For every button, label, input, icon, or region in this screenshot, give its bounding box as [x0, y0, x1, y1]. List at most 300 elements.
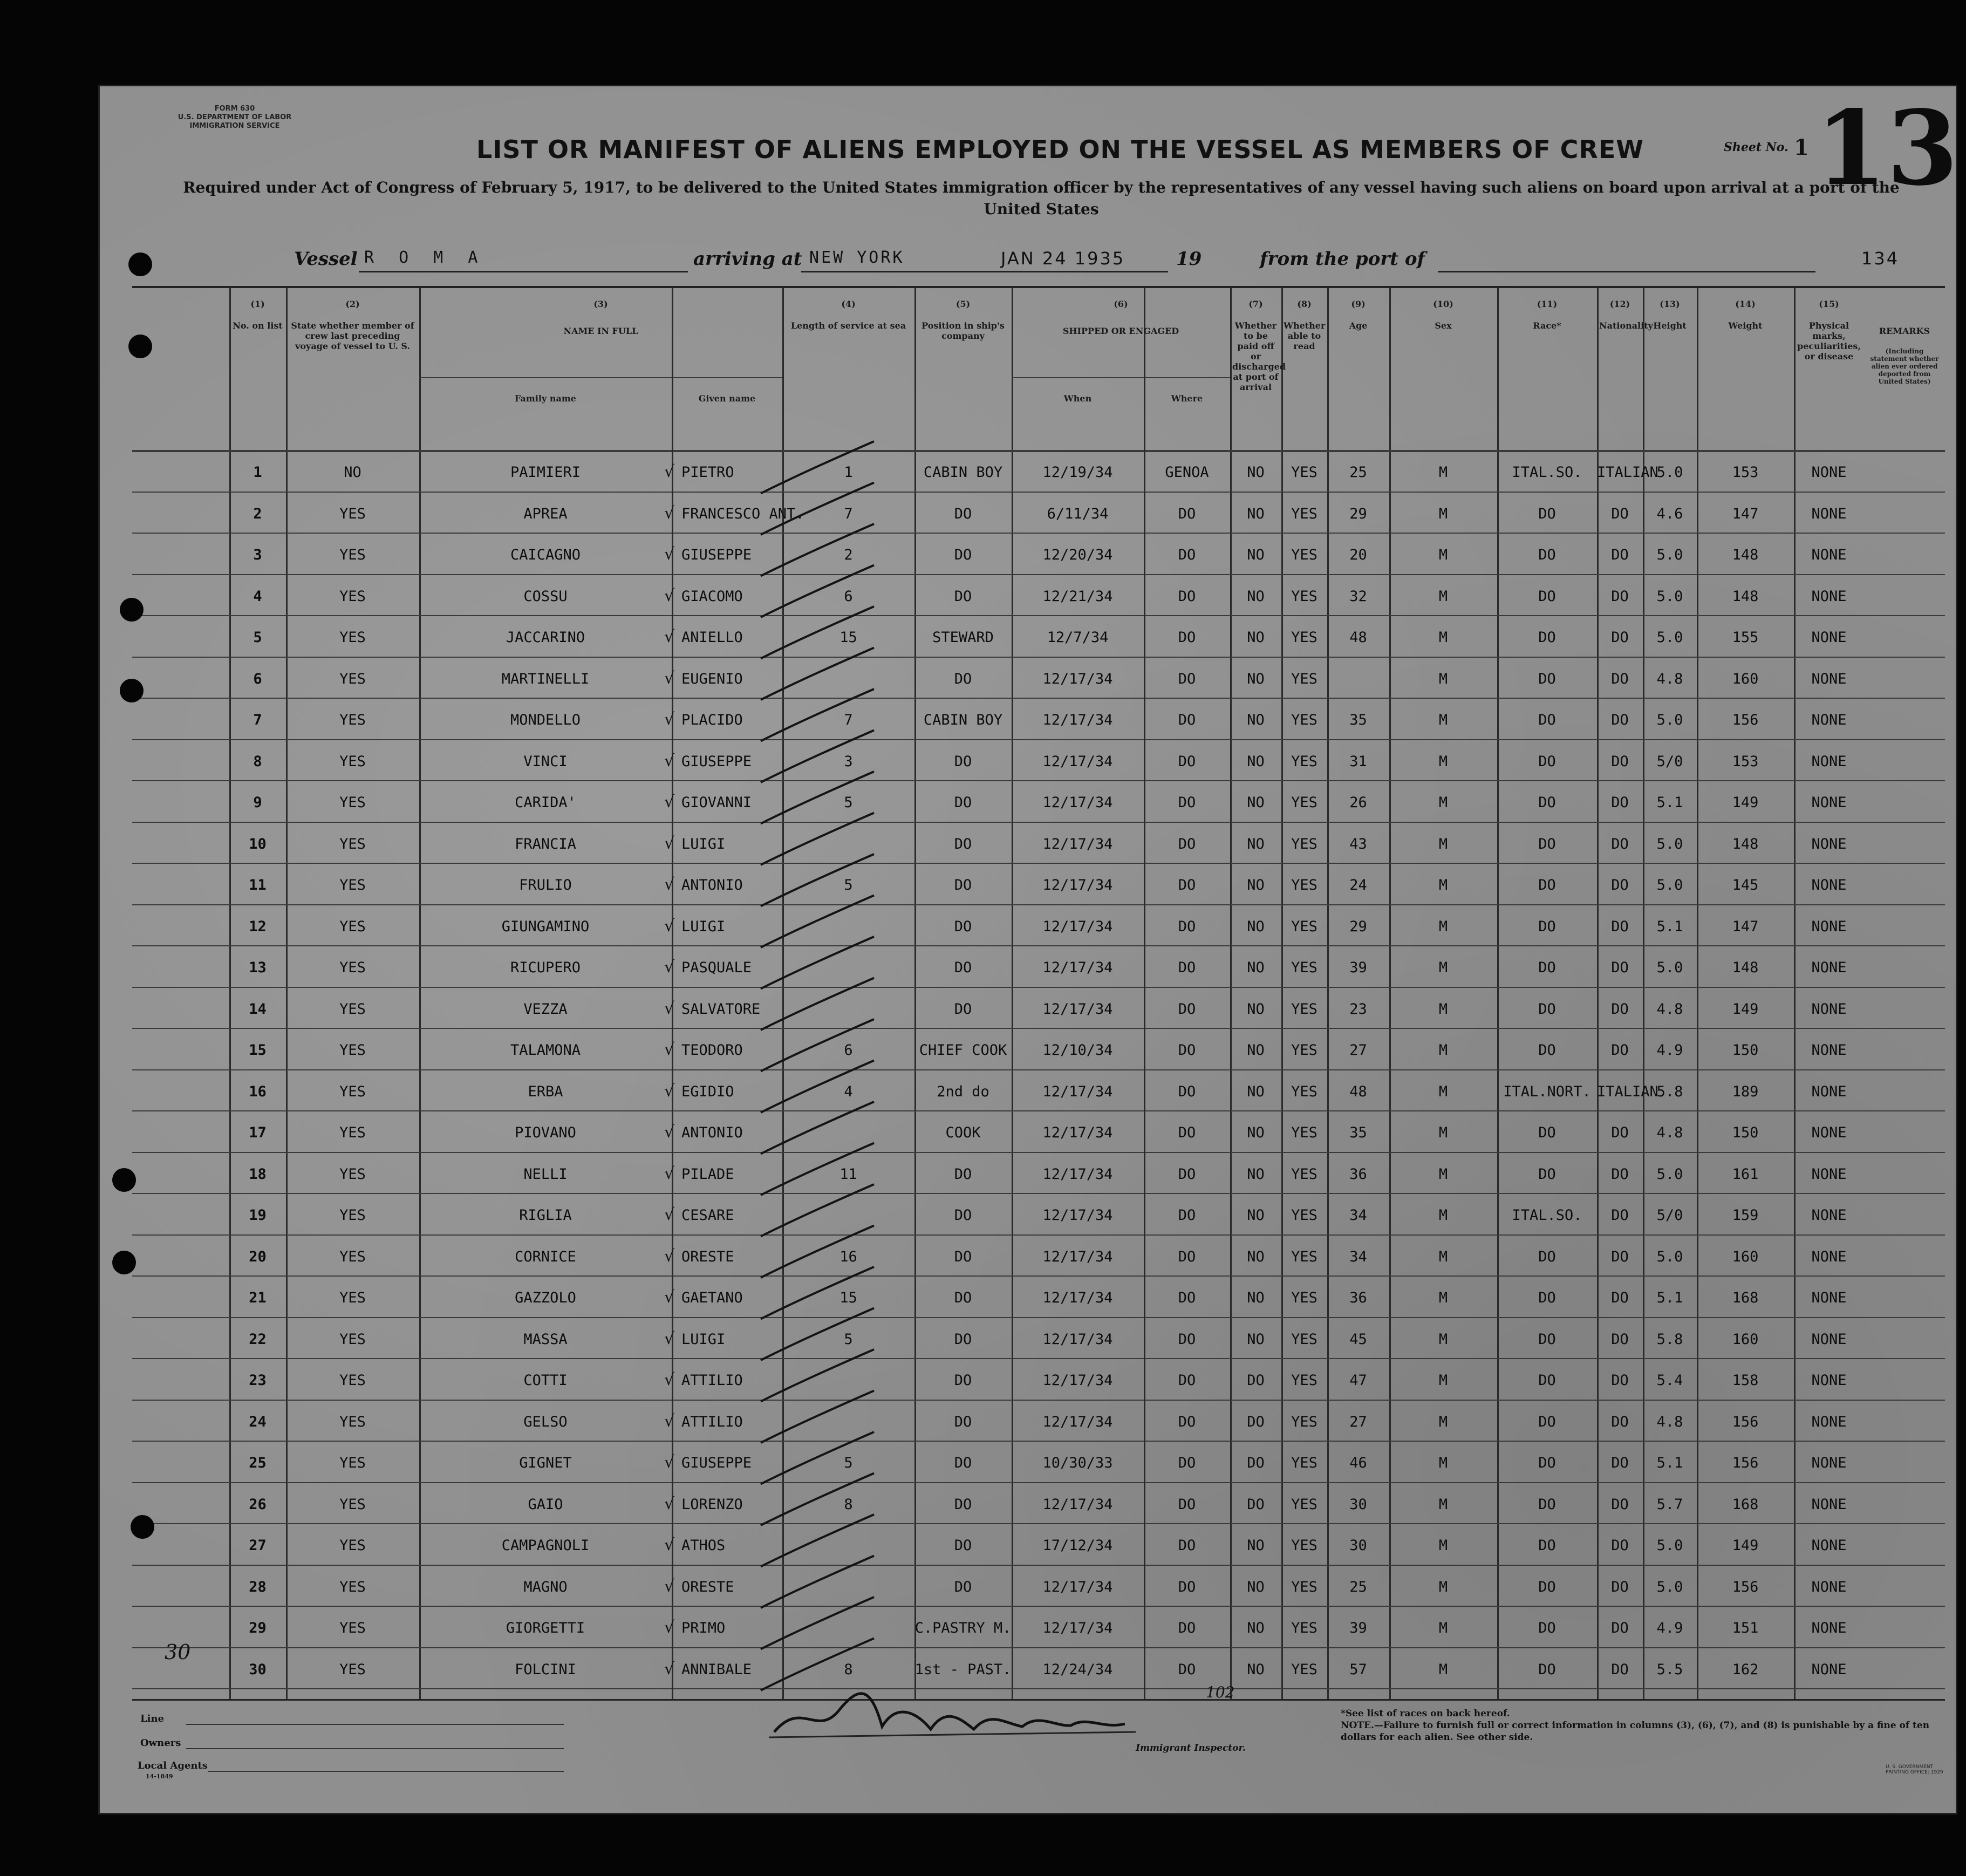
cell-given: SALVATORE [681, 1000, 761, 1018]
cell-age: 30 [1349, 1537, 1367, 1554]
cell-given: GIUSEPPE [681, 1455, 752, 1472]
cell-read: YES [1291, 877, 1318, 894]
cell-weight: 145 [1732, 877, 1759, 894]
cell-marks: NONE [1811, 835, 1847, 852]
column-header: Age [1349, 320, 1368, 331]
cell-paid: NO [1247, 959, 1265, 977]
cell-paid: NO [1247, 753, 1265, 770]
cell-when: 12/17/34 [1042, 835, 1113, 852]
cell-paid: NO [1247, 712, 1265, 729]
cell-given: GIUSEPPE [681, 547, 752, 564]
vessel-underline [359, 271, 688, 272]
pen-stroke [761, 1391, 874, 1443]
cell-no: 20 [249, 1248, 267, 1265]
cell-when: 12/17/34 [1042, 1083, 1113, 1100]
cell-prev: YES [339, 547, 366, 564]
cell-read: YES [1291, 1537, 1318, 1554]
cell-read: YES [1291, 1000, 1318, 1018]
cell-read: YES [1291, 918, 1318, 935]
cell-paid: NO [1247, 1000, 1265, 1018]
cell-family: TALAMONA [510, 1042, 581, 1059]
column-header: Nationality [1599, 320, 1653, 331]
cell-weight: 168 [1732, 1496, 1759, 1513]
cell-weight: 160 [1732, 1248, 1759, 1265]
column-header: SHIPPED OR ENGAGED [1062, 326, 1179, 336]
cell-age: 32 [1349, 588, 1367, 605]
cell-prev: YES [339, 1083, 366, 1100]
cell-sex: M [1438, 1207, 1448, 1224]
cell-given: PIETRO [681, 464, 734, 481]
cell-age: 36 [1349, 1290, 1367, 1307]
cell-where: DO [1178, 505, 1196, 522]
cell-paid: NO [1247, 670, 1265, 687]
binder-hole [128, 253, 152, 276]
cell-where: DO [1178, 629, 1196, 646]
cell-race: DO [1538, 1000, 1556, 1018]
cell-marks: NONE [1811, 1578, 1847, 1595]
cell-position: DO [954, 794, 972, 811]
vessel-name: R O M A [364, 248, 486, 267]
cell-prev: YES [339, 1331, 366, 1348]
binder-hole [112, 1168, 136, 1192]
form-id-line: IMMIGRATION SERVICE [189, 122, 280, 130]
cell-service: 5 [844, 1455, 853, 1472]
cell-where: DO [1178, 753, 1196, 770]
sheet-label: Sheet No. [1724, 140, 1788, 154]
handwritten-note: 102 [1206, 1683, 1235, 1701]
check-mark-icon: √ [664, 999, 675, 1018]
cell-race: DO [1538, 1455, 1556, 1472]
cell-sex: M [1438, 877, 1448, 894]
column-number: (14) [1735, 299, 1756, 309]
cell-where: DO [1178, 794, 1196, 811]
cell-family: RICUPERO [510, 959, 581, 977]
cell-when: 12/17/34 [1042, 1620, 1113, 1637]
pen-stroke [761, 1515, 874, 1567]
cell-race: ITAL.SO. [1512, 464, 1582, 481]
cell-sex: M [1438, 1290, 1448, 1307]
cell-paid: NO [1247, 1042, 1265, 1059]
cell-given: ORESTE [681, 1578, 734, 1595]
cell-nat: DO [1611, 1331, 1629, 1348]
cell-when: 17/12/34 [1042, 1537, 1113, 1554]
cell-height: 5.0 [1656, 588, 1683, 605]
cell-race: DO [1538, 1372, 1556, 1389]
cell-position: DO [954, 1578, 972, 1595]
check-mark-icon: √ [664, 1205, 675, 1225]
cell-sex: M [1438, 959, 1448, 977]
cell-where: DO [1178, 1661, 1196, 1678]
cell-height: 4.6 [1656, 505, 1683, 522]
cell-where: GENOA [1165, 464, 1209, 481]
cell-position: DO [954, 1165, 972, 1183]
check-mark-icon: √ [664, 545, 675, 564]
column-number: (2) [345, 299, 360, 309]
owners-underline [186, 1748, 564, 1749]
cell-paid: NO [1247, 877, 1265, 894]
form-id-line: U.S. DEPARTMENT OF LABOR [178, 113, 292, 121]
column-number: (6) [1114, 299, 1128, 309]
cell-race: DO [1538, 1496, 1556, 1513]
cell-read: YES [1291, 1124, 1318, 1142]
cell-paid: DO [1247, 1372, 1265, 1389]
cell-given: GIACOMO [681, 588, 743, 605]
cell-no: 17 [249, 1124, 267, 1142]
cell-paid: NO [1247, 588, 1265, 605]
cell-race: DO [1538, 959, 1556, 977]
cell-age: 29 [1349, 505, 1367, 522]
inspector-label: Immigrant Inspector. [1136, 1743, 1246, 1754]
cell-nat: DO [1611, 1413, 1629, 1430]
column-number: (13) [1660, 299, 1680, 309]
cell-family: PIOVANO [515, 1124, 576, 1142]
cell-age: 27 [1349, 1042, 1367, 1059]
cell-age: 48 [1349, 629, 1367, 646]
cell-read: YES [1291, 547, 1318, 564]
cell-height: 4.8 [1656, 1000, 1683, 1018]
cell-position: DO [954, 1413, 972, 1430]
check-mark-icon: √ [664, 586, 675, 605]
cell-marks: NONE [1811, 1165, 1847, 1183]
cell-paid: NO [1247, 835, 1265, 852]
cell-prev: YES [339, 959, 366, 977]
pen-stroke [761, 1019, 874, 1072]
cell-where: DO [1178, 547, 1196, 564]
cell-prev: YES [339, 1496, 366, 1513]
cell-family: CARIDA' [515, 794, 576, 811]
cell-weight: 160 [1732, 670, 1759, 687]
check-mark-icon: √ [664, 1123, 675, 1142]
cell-age: 45 [1349, 1331, 1367, 1348]
cell-nat: DO [1611, 1248, 1629, 1265]
cell-height: 5.0 [1656, 547, 1683, 564]
cell-read: YES [1291, 1455, 1318, 1472]
cell-given: ANTONIO [681, 1124, 743, 1142]
cell-nat: DO [1611, 712, 1629, 729]
cell-family: ERBA [528, 1083, 563, 1100]
cell-read: YES [1291, 629, 1318, 646]
cell-given: GIOVANNI [681, 794, 752, 811]
cell-weight: 147 [1732, 918, 1759, 935]
pen-stroke [761, 524, 874, 576]
cell-when: 6/11/34 [1047, 505, 1109, 522]
cell-weight: 189 [1732, 1083, 1759, 1100]
line-underline [186, 1724, 564, 1725]
cell-age: 46 [1349, 1455, 1367, 1472]
cell-given: PRIMO [681, 1620, 726, 1637]
cell-family: FOLCINI [515, 1661, 576, 1678]
from-port-label: from the port of [1260, 248, 1425, 270]
pen-strokes [132, 288, 1945, 1699]
cell-nat: DO [1611, 918, 1629, 935]
cell-weight: 148 [1732, 835, 1759, 852]
cell-nat: DO [1611, 588, 1629, 605]
cell-prev: YES [339, 670, 366, 687]
cell-no: 14 [249, 1000, 267, 1018]
cell-race: DO [1538, 918, 1556, 935]
check-mark-icon: √ [664, 1288, 675, 1307]
cell-given: GAETANO [681, 1290, 743, 1307]
cell-marks: NONE [1811, 794, 1847, 811]
cell-where: DO [1178, 1578, 1196, 1595]
cell-prev: YES [339, 629, 366, 646]
cell-race: DO [1538, 505, 1556, 522]
cell-prev: YES [339, 794, 366, 811]
column-number: (5) [955, 299, 971, 309]
cell-no: 5 [253, 629, 262, 646]
cell-family: FRANCIA [515, 835, 576, 852]
cell-age: 27 [1349, 1413, 1367, 1430]
binder-hole [120, 679, 144, 702]
cell-position: DO [954, 588, 972, 605]
cell-sex: M [1438, 1661, 1448, 1678]
cell-service: 3 [844, 753, 853, 770]
check-mark-icon: √ [664, 1081, 675, 1101]
cell-height: 5.1 [1656, 918, 1683, 935]
cell-marks: NONE [1811, 670, 1847, 687]
pen-stroke [761, 1597, 874, 1649]
form-id-line: FORM 630 [214, 105, 255, 113]
date-stamp: JAN 24 1935 [1001, 248, 1125, 269]
cell-race: DO [1538, 547, 1556, 564]
cell-prev: YES [339, 835, 366, 852]
cell-service: 8 [844, 1496, 853, 1513]
cell-service: 11 [839, 1165, 857, 1183]
column-header: Sex [1435, 320, 1452, 331]
cell-marks: NONE [1811, 1620, 1847, 1637]
cell-weight: 148 [1732, 959, 1759, 977]
cell-position: CABIN BOY [923, 712, 1003, 729]
port-underline [801, 271, 1028, 272]
cell-sex: M [1438, 1578, 1448, 1595]
cell-prev: YES [339, 1661, 366, 1678]
pen-stroke [761, 1308, 874, 1361]
cell-nat: DO [1611, 1165, 1629, 1183]
cell-position: CABIN BOY [923, 464, 1003, 481]
pen-stroke [761, 813, 874, 865]
cell-nat: DO [1611, 1124, 1629, 1142]
cell-sex: M [1438, 1455, 1448, 1472]
cell-age: 34 [1349, 1207, 1367, 1224]
cell-family: APREA [523, 505, 568, 522]
cell-nat: DO [1611, 1496, 1629, 1513]
cell-given: EGIDIO [681, 1083, 734, 1100]
cell-where: DO [1178, 1537, 1196, 1554]
cell-family: COSSU [523, 588, 568, 605]
cell-race: DO [1538, 1578, 1556, 1595]
pen-stroke [761, 648, 874, 700]
column-header: REMARKS [1879, 326, 1930, 336]
cell-race: DO [1538, 1248, 1556, 1265]
cell-paid: NO [1247, 547, 1265, 564]
cell-sex: M [1438, 794, 1448, 811]
pen-stroke [761, 1432, 874, 1484]
cell-weight: 150 [1732, 1042, 1759, 1059]
cell-weight: 148 [1732, 588, 1759, 605]
cell-where: DO [1178, 670, 1196, 687]
cell-given: ORESTE [681, 1248, 734, 1265]
page-reference: 134 [1861, 248, 1900, 269]
cell-where: DO [1178, 918, 1196, 935]
cell-given: LORENZO [681, 1496, 743, 1513]
cell-nat: DO [1611, 753, 1629, 770]
pen-stroke [761, 1349, 874, 1402]
cell-prev: YES [339, 1165, 366, 1183]
vessel-label: Vessel [294, 248, 358, 270]
check-mark-icon: √ [664, 1246, 675, 1266]
cell-given: ATHOS [681, 1537, 726, 1554]
pen-stroke [761, 1556, 874, 1608]
cell-paid: NO [1247, 1248, 1265, 1265]
manifest-sheet [100, 86, 1956, 1813]
pen-stroke [761, 1267, 874, 1319]
column-header: Length of service at sea [790, 320, 906, 331]
cell-nat: DO [1611, 1578, 1629, 1595]
subcolumn-header: When [1063, 393, 1092, 404]
column-number: (12) [1609, 299, 1630, 309]
cell-race: DO [1538, 1290, 1556, 1307]
cell-where: DO [1178, 712, 1196, 729]
cell-marks: NONE [1811, 1496, 1847, 1513]
cell-marks: NONE [1811, 1042, 1847, 1059]
cell-sex: M [1438, 629, 1448, 646]
printer-mark: U. S. GOVERNMENT PRINTING OFFICE: 1929 [1886, 1764, 1943, 1775]
cell-no: 7 [253, 712, 262, 729]
cell-weight: 149 [1732, 1000, 1759, 1018]
cell-sex: M [1438, 1537, 1448, 1554]
check-mark-icon: √ [664, 627, 675, 647]
cell-service: 8 [844, 1661, 853, 1678]
cell-race: DO [1538, 1620, 1556, 1637]
cell-marks: NONE [1811, 629, 1847, 646]
cell-weight: 155 [1732, 629, 1759, 646]
cell-sex: M [1438, 1124, 1448, 1142]
cell-no: 6 [253, 670, 262, 687]
cell-when: 12/17/34 [1042, 1578, 1113, 1595]
cell-family: JACCARINO [506, 629, 585, 646]
cell-position: DO [954, 1372, 972, 1389]
cell-no: 4 [253, 588, 262, 605]
cell-family: MASSA [523, 1331, 568, 1348]
column-header: Whether to be paid off or discharged at port of arrival [1232, 320, 1286, 392]
cell-when: 12/17/34 [1042, 1496, 1113, 1513]
cell-no: 1 [253, 464, 262, 481]
cell-read: YES [1291, 712, 1318, 729]
cell-height: 5.0 [1656, 464, 1683, 481]
cell-paid: NO [1247, 1331, 1265, 1348]
cell-when: 12/17/34 [1042, 1165, 1113, 1183]
check-mark-icon: √ [664, 1659, 675, 1679]
cell-race: DO [1538, 1537, 1556, 1554]
cell-read: YES [1291, 1661, 1318, 1678]
cell-no: 18 [249, 1165, 267, 1183]
cell-given: LUIGI [681, 918, 726, 935]
cell-where: DO [1178, 877, 1196, 894]
cell-family: GAIO [528, 1496, 563, 1513]
column-number: (4) [841, 299, 856, 309]
document-subtitle: Required under Act of Congress of February 5, 1917, to be delivered to the United States immigration officer by the representatives of any vessel having such aliens on board upon arrival at a port of the United States [183, 179, 1900, 218]
cell-where: DO [1178, 1455, 1196, 1472]
cell-when: 12/17/34 [1042, 794, 1113, 811]
cell-marks: NONE [1811, 464, 1847, 481]
cell-height: 5/0 [1656, 1207, 1683, 1224]
cell-height: 5.5 [1656, 1661, 1683, 1678]
cell-race: DO [1538, 1661, 1556, 1678]
cell-no: 27 [249, 1537, 267, 1554]
check-mark-icon: √ [664, 1536, 675, 1555]
pen-stroke [761, 483, 874, 535]
cell-position: DO [954, 1000, 972, 1018]
cell-age: 25 [1349, 1578, 1367, 1595]
cell-marks: NONE [1811, 1248, 1847, 1265]
cell-read: YES [1291, 505, 1318, 522]
check-mark-icon: √ [664, 668, 675, 688]
cell-when: 12/20/34 [1042, 547, 1113, 564]
cell-height: 5.0 [1656, 1537, 1683, 1554]
cell-no: 2 [253, 505, 262, 522]
cell-given: ANTONIO [681, 877, 743, 894]
column-number: (7) [1248, 299, 1263, 309]
cell-family: GAZZOLO [515, 1290, 576, 1307]
cell-when: 12/17/34 [1042, 1248, 1113, 1265]
cell-height: 4.8 [1656, 1413, 1683, 1430]
cell-family: MARTINELLI [501, 670, 590, 687]
cell-age: 39 [1349, 1620, 1367, 1637]
cell-marks: NONE [1811, 918, 1847, 935]
cell-prev: YES [339, 877, 366, 894]
cell-service: 4 [844, 1083, 853, 1100]
cell-no: 12 [249, 918, 267, 935]
cell-no: 15 [249, 1042, 267, 1059]
cell-family: CAICAGNO [510, 547, 581, 564]
column-number: (11) [1537, 299, 1558, 309]
cell-nat: ITALIAN [1597, 464, 1658, 481]
check-mark-icon: √ [664, 1164, 675, 1183]
vessel-line [132, 243, 1934, 286]
cell-service: 5 [844, 877, 853, 894]
date-underline [995, 271, 1168, 272]
cell-family: MAGNO [523, 1578, 568, 1595]
cell-when: 12/19/34 [1042, 464, 1113, 481]
cell-paid: DO [1247, 1455, 1265, 1472]
cell-paid: NO [1247, 1207, 1265, 1224]
cell-nat: DO [1611, 1207, 1629, 1224]
cell-weight: 156 [1732, 1413, 1759, 1430]
cell-weight: 150 [1732, 1124, 1759, 1142]
cell-height: 5.1 [1656, 794, 1683, 811]
cell-sex: M [1438, 712, 1448, 729]
pen-stroke [761, 1143, 874, 1196]
cell-when: 12/17/34 [1042, 959, 1113, 977]
cell-given: FRANCESCO ANT. [681, 505, 804, 522]
cell-position: DO [954, 1455, 972, 1472]
agents-label: Local Agents [138, 1760, 208, 1771]
cell-age: 35 [1349, 712, 1367, 729]
cell-marks: NONE [1811, 1083, 1847, 1100]
cell-given: ANIELLO [681, 629, 743, 646]
cell-service: 15 [839, 1290, 857, 1307]
cell-position: DO [954, 835, 972, 852]
check-mark-icon: √ [664, 1577, 675, 1596]
document-title: LIST OR MANIFEST OF ALIENS EMPLOYED ON THE VESSEL AS MEMBERS OF CREW [476, 135, 1644, 164]
cell-service: 7 [844, 712, 853, 729]
cell-paid: NO [1247, 1165, 1265, 1183]
cell-sex: M [1438, 1248, 1448, 1265]
cell-nat: DO [1611, 877, 1629, 894]
cell-nat: DO [1611, 1661, 1629, 1678]
cell-read: YES [1291, 588, 1318, 605]
cell-nat: DO [1611, 547, 1629, 564]
